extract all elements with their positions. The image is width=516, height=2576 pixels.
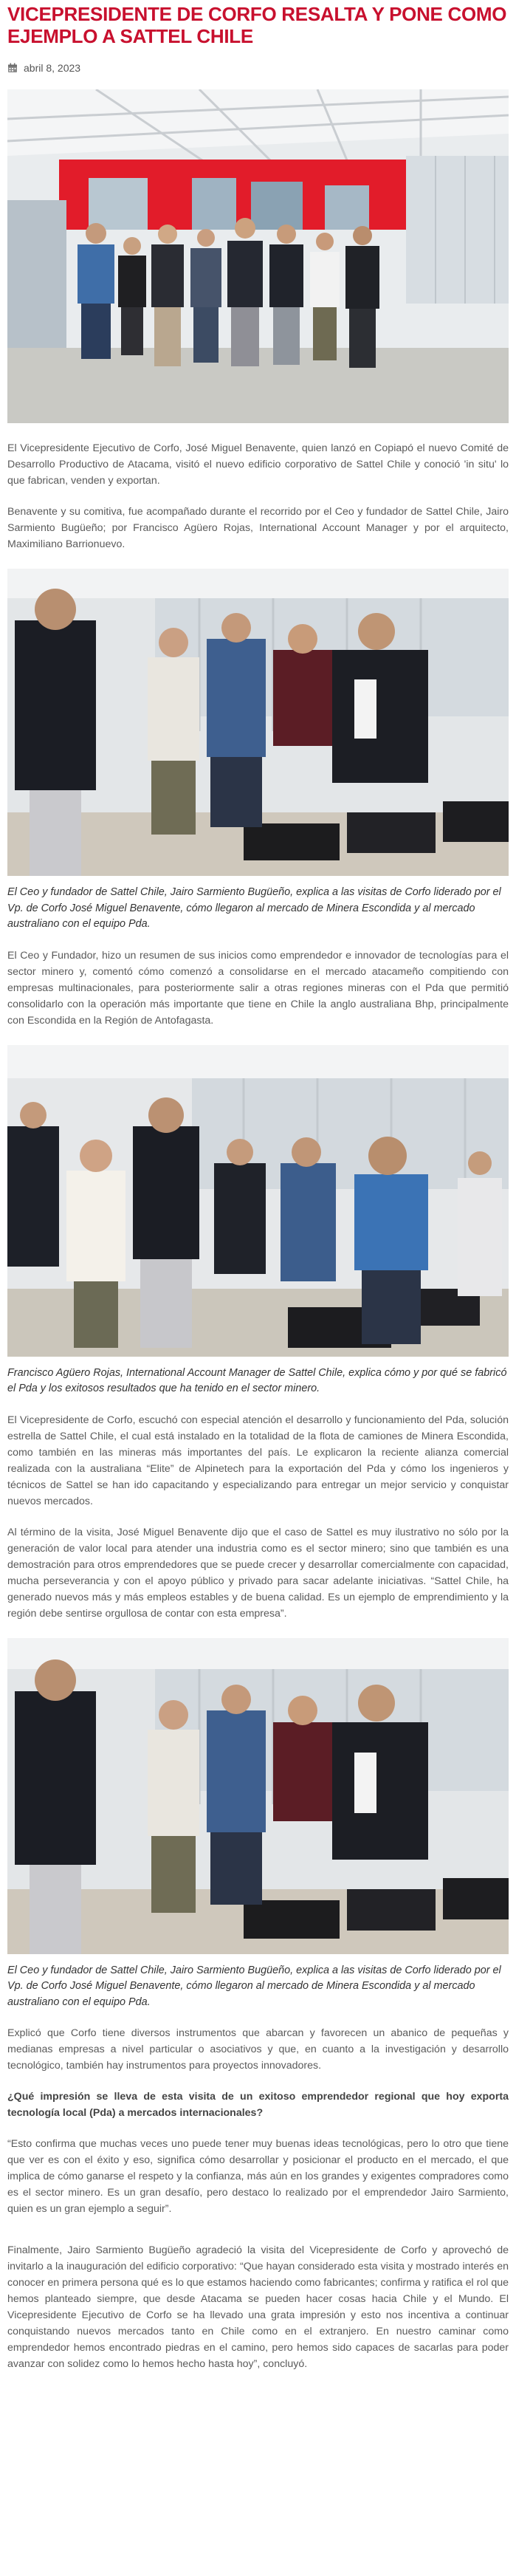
group-photo xyxy=(7,89,509,423)
article-meta xyxy=(7,61,509,75)
ceo-explaining-photo-2 xyxy=(7,1638,509,1954)
photo-caption: Francisco Agüero Rojas, International Account Manager de Sattel Chile, explica cómo y por qué se fabricó el Pda y los exitosos resultados que ha tenido en el sector minero. xyxy=(7,1366,507,1394)
publish-date: abril 8, 2023 xyxy=(24,62,81,74)
article-title: VICEPRESIDENTE DE CORFO RESALTA Y PONE COMO EJEMPLO A SATTEL CHILE xyxy=(7,3,507,47)
photo-caption: El Ceo y fundador de Sattel Chile, Jairo Sarmiento Bugüeño, explica a las visitas de Corfo liderado por el Vp. de Corfo José Miguel Benavente, cómo llegaron al mercado de Minera Escondida y al mercado australiano con el equipo Pda. xyxy=(7,886,501,930)
calendar-icon xyxy=(7,63,18,73)
paragraph: Finalmente, Jairo Sarmiento Bugüeño agradeció la visita del Vicepresidente de Corfo y aprovechó de invitarlo a la inauguración del edificio corporativo: “Que hayan considerado esta visita y mostrado interés en conocer en primera persona qué es lo que estamos haciendo como fabricantes; confirma y ratifica el rol que hemos planteado siempre, que desde Atacama se pueden hacer cosas hacia Chile y el Mundo. El Vicepresidente Ejecutivo de Corfo se ha llevado una grata impresión y esto nos incentiva a continuar conquistando nuevos mercados tanto en Chile como en el extranjero. En nuestro caminar como emprendedor hemos encontrado piedras en el camino, pero hemos sido capaces de sacarlas para poder avanzar con solidez como lo hemos hecho hasta hoy”, concluyó. xyxy=(7,2244,509,2370)
account-manager-photo xyxy=(7,1045,509,1357)
photo-caption: El Ceo y fundador de Sattel Chile, Jairo Sarmiento Bugüeño, explica a las visitas de Corfo liderado por el Vp. de Corfo José Miguel Benavente, cómo llegaron al mercado de Minera Escondida y al mercado australiano con el equipo Pda. xyxy=(7,1964,501,2008)
paragraph: Al término de la visita, José Miguel Benavente dijo que el caso de Sattel es muy ilustrativo no sólo por la generación de valor local para atender una industria como es el sector minero; sino que también es una demostración para otros emprendedores que se puede crecer y desarrollar comercialmente con capacidad, mucha perseverancia y con el apoyo público y privado para sacar adelante iniciativas. “Sattel Chile, ha generado nuevos más y más empleos estables y de buena calidad. Es un ejemplo de emprendimiento y la región debe sentirse orgullosa de contar con esta empresa”. xyxy=(7,1526,509,1620)
paragraph: El Vicepresidente Ejecutivo de Corfo, José Miguel Benavente, quien lanzó en Copiapó el nuevo Comité de Desarrollo Productivo de Atacama, visitó el nuevo edificio corporativo de Sattel Chile y conoció 'in situ' lo que fabrican, venden y exportan. xyxy=(7,442,509,487)
interview-question: ¿Qué impresión se lleva de esta visita de un exitoso emprendedor regional que hoy exporta tecnología local (Pda) a mercados internacionales? xyxy=(7,2091,509,2119)
paragraph: Benavente y su comitiva, fue acompañado durante el recorrido por el Ceo y fundador de Sattel Chile, Jairo Sarmiento Bugüeño; por Francisco Agüero Rojas, International Account Manager y por el arquitecto, Maximiliano Barrionuevo. xyxy=(7,506,509,550)
paragraph: Explicó que Corfo tiene diversos instrumentos que abarcan y favorecen un abanico de pequeñas y medianas empresas a nivel particular o asociativos y que, en cuanto a la investigación y desarrollo tecnológico, también hay instrumentos para proyectos innovadores. xyxy=(7,2027,509,2072)
paragraph: “Esto confirma que muchas veces uno puede tener muy buenas ideas tecnológicas, pero lo otro que tiene que ver es con el éxito y eso, significa cómo desarrollar y posicionar el producto en el mercado, el que implica de cómo ganarse el respeto y la confianza, más aún en los grandes y exigentes compradores como es el sector minero. Es un gran desafío, pero destaco lo realizado por el emprendedor Jairo Sarmiento, quien es un gran ejemplo a seguir”. xyxy=(7,2138,509,2215)
paragraph: El Ceo y Fundador, hizo un resumen de sus inicios como emprendedor e innovador de tecnologías para el sector minero y, comentó cómo comenzó a consolidarse en el mercado atacameño compitiendo con empresas multinacionales, para posteriormente salir a otras regiones mineras con el Pda que permitió consolidarlo con la operación más importante que tiene en Chile la anglo australiana Bhp, principalmente con Escondida en la Región de Antofagasta. xyxy=(7,949,509,1027)
paragraph: El Vicepresidente de Corfo, escuchó con especial atención el desarrollo y funcionamiento del Pda, solución estrella de Sattel Chile, el cual está instalado en la totalidad de la flota de camiones de Minera Escondida, como también en las mineras más importantes del país. Le explicaron la reciente alianza comercial realizada con la australiana “Elite” de Alpinetech para la exportación del Pda y cómo los ingenieros y técnicos de Sattel se han ido capacitando y especializando para entregar un mejor servicio y conquistar nuevos mercados. xyxy=(7,1414,509,1507)
ceo-explaining-photo xyxy=(7,569,509,876)
